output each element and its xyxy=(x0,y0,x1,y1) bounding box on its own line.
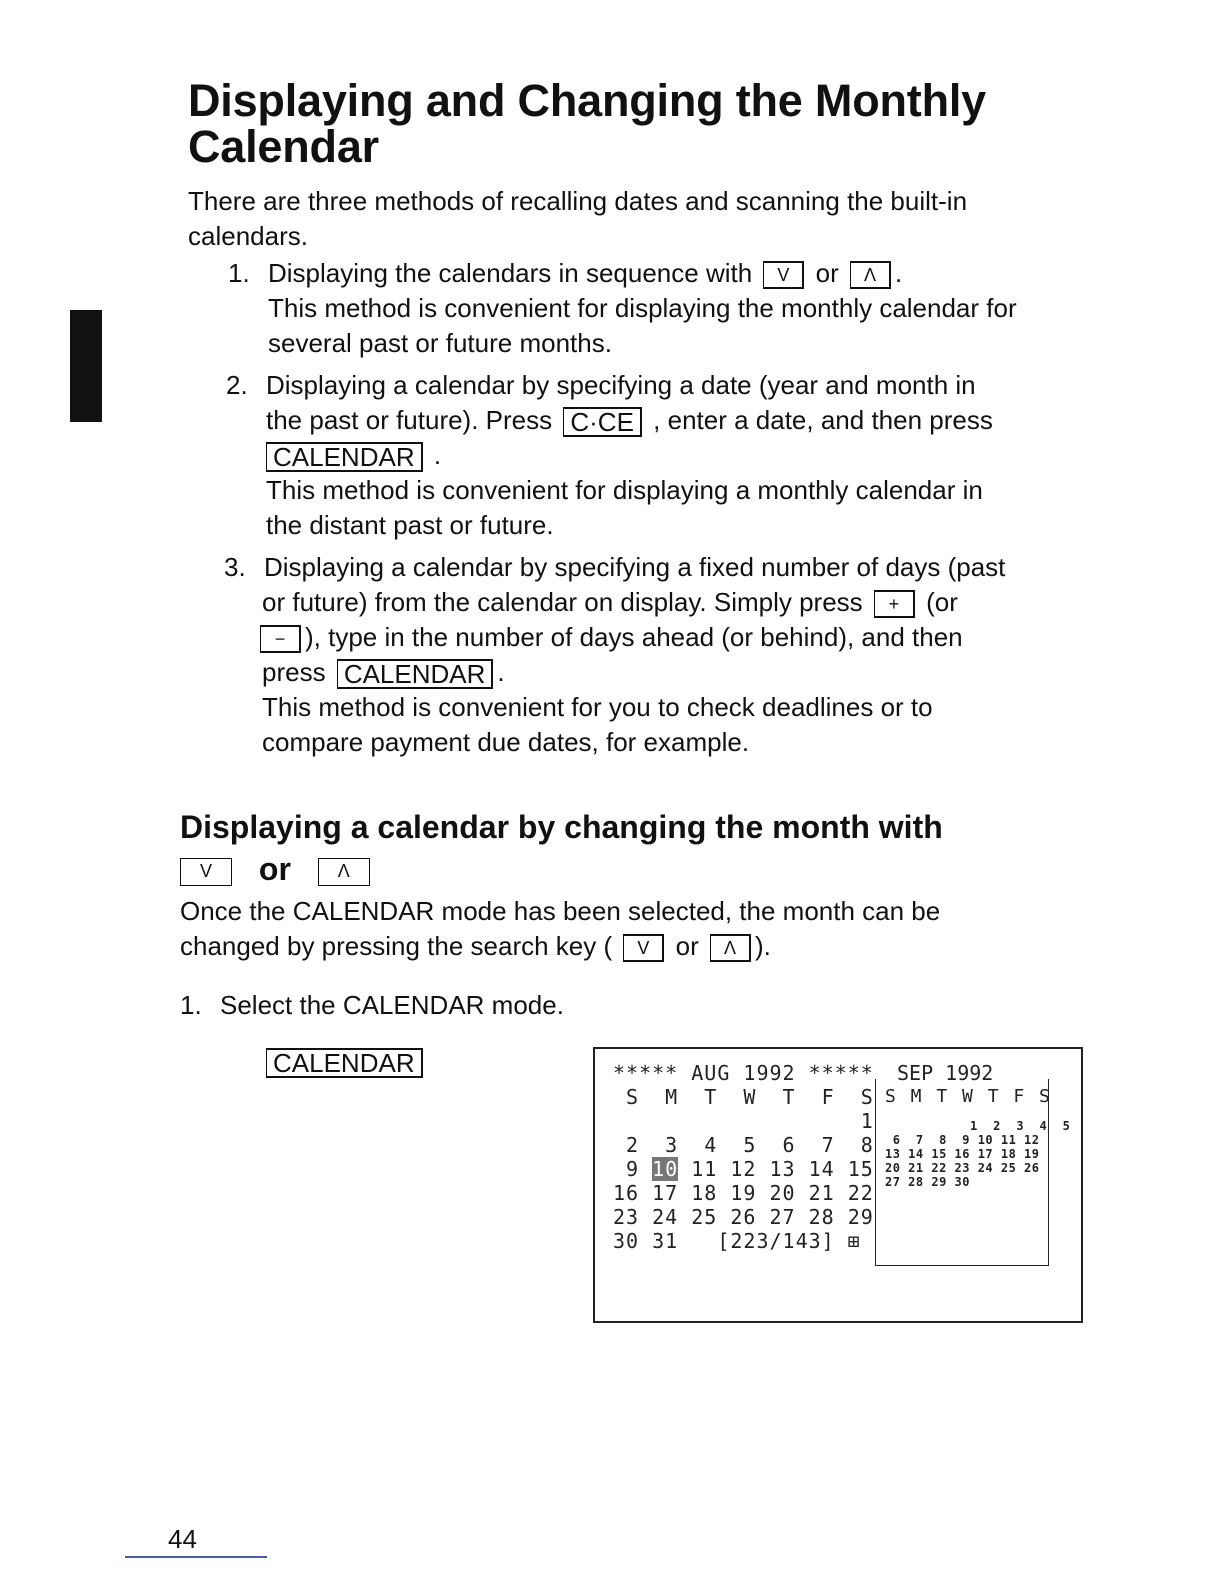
aug-row-2: 2 3 4 5 6 7 8 xyxy=(613,1133,874,1157)
list-number: 1. xyxy=(180,990,202,1020)
item1-desc1: This method is convenient for displaying the monthly calendar for xyxy=(268,293,1017,323)
down-key: V xyxy=(623,934,664,962)
list-item-2 xyxy=(226,368,1106,543)
list-item-1 xyxy=(228,256,1108,361)
item2-line2a: the past or future). Press xyxy=(266,405,553,435)
sep-row-4: 20 21 22 23 24 25 26 xyxy=(885,1161,1040,1175)
item3-line2b: (or xyxy=(926,587,958,617)
sep-header: SEP 1992 xyxy=(891,1061,999,1085)
period: . xyxy=(497,657,505,687)
item1-desc2: several past or future months. xyxy=(268,328,612,358)
intro-line1: There are three methods of recalling dates and scanning the built-in xyxy=(188,186,968,216)
page-title xyxy=(188,75,1128,172)
body-line2b: ). xyxy=(754,931,771,961)
step1-text: Select the CALENDAR mode. xyxy=(220,990,564,1020)
calendar-key: CALENDAR xyxy=(337,659,494,689)
down-key: V xyxy=(763,261,804,289)
minus-key: − xyxy=(260,625,301,653)
sep-row-1: 1 2 3 4 5 xyxy=(885,1119,1071,1133)
item2-line2b: , enter a date, and then press xyxy=(653,405,993,435)
item3-desc2: compare payment due dates, for example. xyxy=(262,727,750,757)
aug-row-3-end: 11 12 13 14 15 xyxy=(678,1157,874,1181)
aug-row-3 xyxy=(613,1157,874,1181)
list-number: 3. xyxy=(224,552,246,582)
sep-calendar-grid xyxy=(885,1119,1070,1189)
item2-line1: Displaying a calendar by specifying a date (year and month in xyxy=(266,370,976,400)
down-key: V xyxy=(180,858,232,886)
page-title-line2: Calendar xyxy=(188,121,379,172)
item3-line3: ), type in the number of days ahead (or behind), and then xyxy=(305,622,963,652)
list-item-3 xyxy=(224,550,1104,760)
item3-line1: Displaying a calendar by specifying a fixed number of days (past xyxy=(264,552,1006,582)
plus-key: + xyxy=(874,590,915,618)
aug-row-4: 16 17 18 19 20 21 22 xyxy=(613,1181,874,1205)
sep-row-5: 27 28 29 30 xyxy=(885,1175,970,1189)
item1-text: Displaying the calendars in sequence with xyxy=(268,258,753,288)
page-title-line1: Displaying and Changing the Monthly xyxy=(188,75,986,126)
calendar-key-step xyxy=(262,1044,427,1079)
aug-row-5: 23 24 25 26 27 28 29 xyxy=(613,1205,874,1229)
item3-line2a: or future) from the calendar on display. Simply press xyxy=(262,587,863,617)
footer-rule xyxy=(125,1556,267,1558)
aug-header: ***** AUG 1992 ***** xyxy=(613,1061,874,1085)
aug-row-3-start: 9 xyxy=(613,1157,653,1181)
body-paragraph xyxy=(180,894,1080,964)
or-text: or xyxy=(675,931,699,961)
lcd-display xyxy=(593,1047,1083,1323)
up-key: Λ xyxy=(710,934,751,962)
calendar-key: CALENDAR xyxy=(266,442,423,472)
selected-day-highlight: 10 xyxy=(652,1157,679,1181)
cce-key: C·CE xyxy=(563,407,642,437)
step-1 xyxy=(180,988,880,1023)
period: . xyxy=(895,258,903,288)
body-line1: Once the CALENDAR mode has been selected, the month can be xyxy=(180,896,941,926)
aug-weekdays: S M T W T F S xyxy=(613,1085,874,1109)
up-key: Λ xyxy=(850,261,891,289)
sep-row-2: 6 7 8 9 10 11 12 xyxy=(885,1133,1040,1147)
sep-row-3: 13 14 15 16 17 18 19 xyxy=(885,1147,1040,1161)
page-number: 44 xyxy=(168,1524,197,1554)
item3-desc1: This method is convenient for you to check deadlines or to xyxy=(262,692,933,722)
up-key: Λ xyxy=(318,858,370,886)
intro-paragraph xyxy=(188,184,1088,254)
chapter-tab-marker xyxy=(70,310,102,422)
item2-desc1: This method is convenient for displaying a monthly calendar in xyxy=(266,475,983,505)
item2-desc2: the distant past or future. xyxy=(266,510,554,540)
period: . xyxy=(433,440,442,470)
list-number: 2. xyxy=(226,370,248,400)
calendar-key: CALENDAR xyxy=(266,1048,423,1078)
sep-weekdays: S M T W T F S xyxy=(885,1086,1052,1107)
section-heading-line1: Displaying a calendar by changing the month with xyxy=(180,809,943,845)
aug-calendar xyxy=(613,1061,874,1253)
aug-row-6: 30 31 [223/143] ⊞ xyxy=(613,1229,861,1253)
or-text: or xyxy=(815,258,839,288)
item3-line4a: press xyxy=(262,657,326,687)
or-text: or xyxy=(258,851,291,887)
section-heading xyxy=(180,806,1080,890)
intro-line2: calendars. xyxy=(188,221,308,251)
aug-row-1: 1 xyxy=(613,1109,874,1133)
body-line2a: changed by pressing the search key ( xyxy=(180,931,613,961)
list-number: 1. xyxy=(228,258,250,288)
